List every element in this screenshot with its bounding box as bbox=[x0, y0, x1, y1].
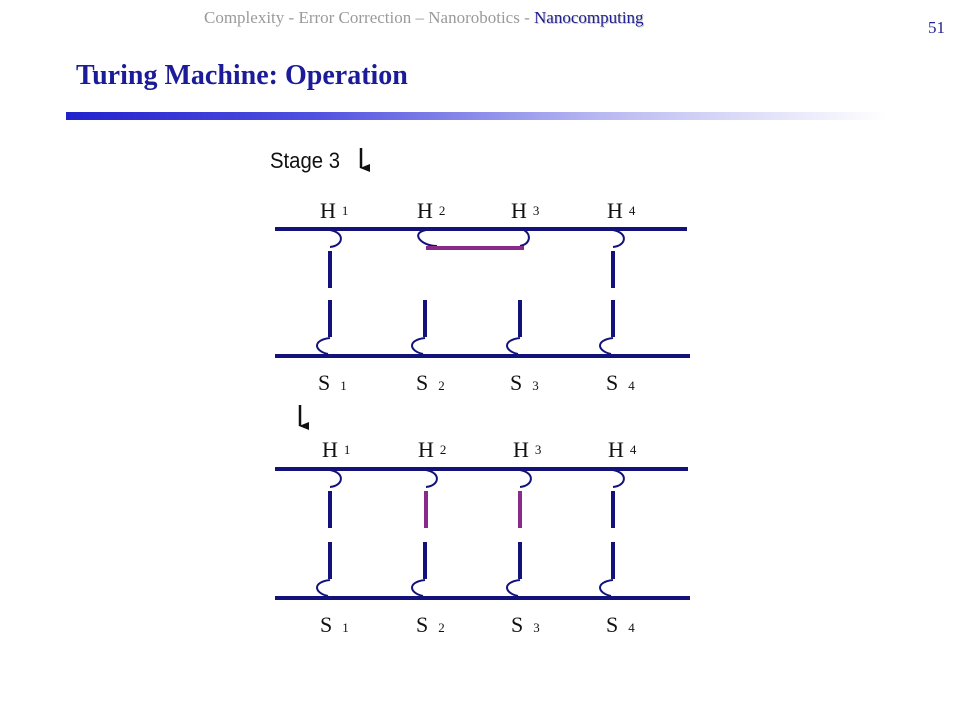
strand-segments-2 bbox=[330, 491, 613, 579]
label-s3: S 3 bbox=[511, 612, 540, 637]
hook-s1 bbox=[317, 580, 330, 596]
hook-s3 bbox=[507, 338, 520, 354]
hairpin-h3 bbox=[520, 470, 531, 487]
hairpin-h3 bbox=[520, 230, 529, 246]
hook-s4 bbox=[600, 338, 613, 354]
hairpins-top-2 bbox=[330, 470, 624, 487]
hook-s1 bbox=[317, 338, 330, 354]
hairpin-h1 bbox=[330, 470, 341, 487]
top-labels-2 bbox=[322, 437, 637, 462]
label-h3: H 3 bbox=[511, 198, 540, 223]
bottom-labels-1 bbox=[318, 370, 635, 395]
panel-2 bbox=[275, 437, 690, 637]
hairpin-h2 bbox=[418, 230, 437, 246]
breadcrumb-path: Complexity - Error Correction – Nanorobotics - bbox=[204, 8, 535, 27]
breadcrumb-current: Nanocomputing bbox=[534, 8, 644, 27]
label-h3: H 3 bbox=[513, 437, 542, 462]
label-h4: H 4 bbox=[607, 198, 636, 223]
label-h2: H 2 bbox=[418, 437, 447, 462]
label-s4: S 4 bbox=[606, 612, 635, 637]
hairpin-h4 bbox=[613, 470, 624, 487]
hairpin-h2 bbox=[426, 470, 437, 487]
label-h1: H 1 bbox=[320, 198, 349, 223]
label-s1: S 1 bbox=[320, 612, 349, 637]
label-h1: H 1 bbox=[322, 437, 351, 462]
strand-segments-1 bbox=[330, 251, 613, 337]
label-s2: S 2 bbox=[416, 370, 445, 395]
label-s1: S 1 bbox=[318, 370, 347, 395]
bottom-labels-2 bbox=[320, 612, 635, 637]
hook-s3 bbox=[507, 580, 520, 596]
hooks-bottom-1 bbox=[317, 338, 613, 354]
label-s4: S 4 bbox=[606, 370, 635, 395]
hook-s2 bbox=[412, 580, 425, 596]
hooks-bottom-2 bbox=[317, 580, 613, 596]
hairpin-h1 bbox=[330, 230, 341, 247]
panel-1 bbox=[275, 198, 690, 395]
label-s3: S 3 bbox=[510, 370, 539, 395]
page-title: Turing Machine: Operation bbox=[76, 60, 408, 91]
hook-s2 bbox=[412, 338, 425, 354]
label-h4: H 4 bbox=[608, 437, 637, 462]
label-h2: H 2 bbox=[417, 198, 446, 223]
hairpins-top-1 bbox=[330, 230, 624, 247]
stage-label: Stage 3 bbox=[270, 148, 340, 173]
slide-number: 51 bbox=[928, 18, 945, 37]
hairpin-h4 bbox=[613, 230, 624, 247]
top-labels-1 bbox=[320, 198, 636, 223]
label-s2: S 2 bbox=[416, 612, 445, 637]
hook-s4 bbox=[600, 580, 613, 596]
